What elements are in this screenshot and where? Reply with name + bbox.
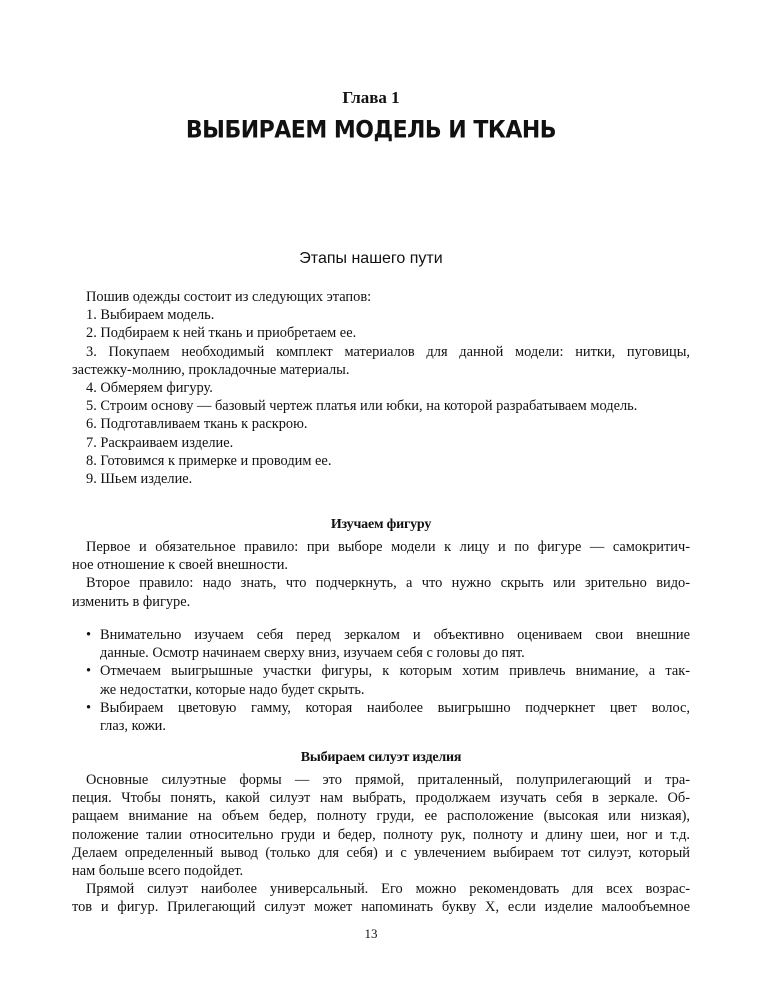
bullet-item xyxy=(72,699,690,735)
paragraph-line: Второе правило: надо знать, что подчеркнуть, а что нужно скрыть или зрительно видо- xyxy=(86,575,690,592)
step-item: 4. Обмеряем фигуру. xyxy=(86,380,213,397)
silhouette-heading: Выбираем силуэт изделия xyxy=(300,750,462,765)
bullet-item xyxy=(72,662,690,698)
bullet-line: же недостатки, которые надо будет скрыть. xyxy=(100,681,365,698)
paragraph-line: Прямой силуэт наиболее универсальный. Его можно рекомендовать для всех возрас- xyxy=(86,881,690,898)
step-item: 3. Покупаем необходимый комплект материалов для данной модели: нитки, пуговицы, xyxy=(86,343,690,360)
section-title: Этапы нашего пути xyxy=(299,250,443,267)
step-item: 9. Шьем изделие. xyxy=(86,471,193,488)
page-number: 13 xyxy=(364,926,378,941)
figure-bullet-list xyxy=(72,626,690,735)
paragraph-line: нам больше всего подойдет. xyxy=(72,863,244,880)
paragraph-line: ращаем внимание на объем бедер, полноту груди, ее расположение (высокая или низкая), xyxy=(72,808,690,825)
paragraph-line: Основные силуэтные формы — это прямой, приталенный, полуприлегающий и тра- xyxy=(86,772,690,788)
silhouette-paragraphs xyxy=(72,771,690,917)
paragraph-line: Первое и обязательное правило: при выборе модели к лицу и по фигуре — самокритич- xyxy=(86,539,690,555)
step-item: 7. Раскраиваем изделие. xyxy=(86,434,234,451)
paragraph-line: положение талии относительно груди и бедер, полноту рук, полноту и длину шеи, ног и т.д. xyxy=(72,826,690,843)
paragraph-line: ное отношение к своей внешности. xyxy=(72,557,289,574)
step-item-continuation: застежку-молнию, прокладочные материалы. xyxy=(72,361,350,378)
paragraph-line: тов и фигур. Прилегающий силуэт может напоминать букву Х, если изделие малообъемное xyxy=(72,899,690,916)
bullet-mark: • xyxy=(86,663,92,680)
steps-block xyxy=(72,288,690,488)
bullet-line: Внимательно изучаем себя перед зеркалом и объективно оцениваем свои внешние xyxy=(100,627,690,643)
paragraph-line: пеция. Чтобы понять, какой силуэт нам выбрать, продолжаем изучать себя в зеркале. Об- xyxy=(72,790,690,807)
bullet-item xyxy=(72,626,690,662)
step-item: 1. Выбираем модель. xyxy=(86,307,215,324)
step-item: 2. Подбираем к ней ткань и приобретаем ее. xyxy=(86,325,357,342)
step-item: 5. Строим основу — базовый чертеж платья или юбки, на которой разрабатываем модель. xyxy=(86,398,638,415)
step-item: 8. Готовимся к примерке и проводим ее. xyxy=(86,452,332,469)
chapter-title: ВЫБИРАЕМ МОДЕЛЬ И ТКАНЬ xyxy=(185,117,557,144)
bullet-line: глаз, кожи. xyxy=(100,718,166,735)
bullet-mark: • xyxy=(86,627,92,643)
chapter-label: Глава 1 xyxy=(342,88,400,107)
step-item: 6. Подготавливаем ткань к раскрою. xyxy=(86,416,308,433)
paragraph-line: Делаем определенный вывод (только для себя) и с увлечением выбираем тот силуэт, который xyxy=(72,844,690,861)
bullet-line: Выбираем цветовую гамму, которая наиболее выигрышно подчеркнет цвет волос, xyxy=(100,699,690,716)
figure-heading: Изучаем фигуру xyxy=(330,517,432,532)
paragraph-line: изменить в фигуре. xyxy=(72,593,191,610)
figure-paragraphs xyxy=(72,538,690,611)
steps-intro: Пошив одежды состоит из следующих этапов: xyxy=(86,289,372,305)
bullet-line: Отмечаем выигрышные участки фигуры, к которым хотим привлечь внимание, а так- xyxy=(100,663,690,680)
bullet-line: данные. Осмотр начинаем сверху вниз, изучаем себя с головы до пят. xyxy=(100,645,525,662)
bullet-mark: • xyxy=(86,699,92,716)
